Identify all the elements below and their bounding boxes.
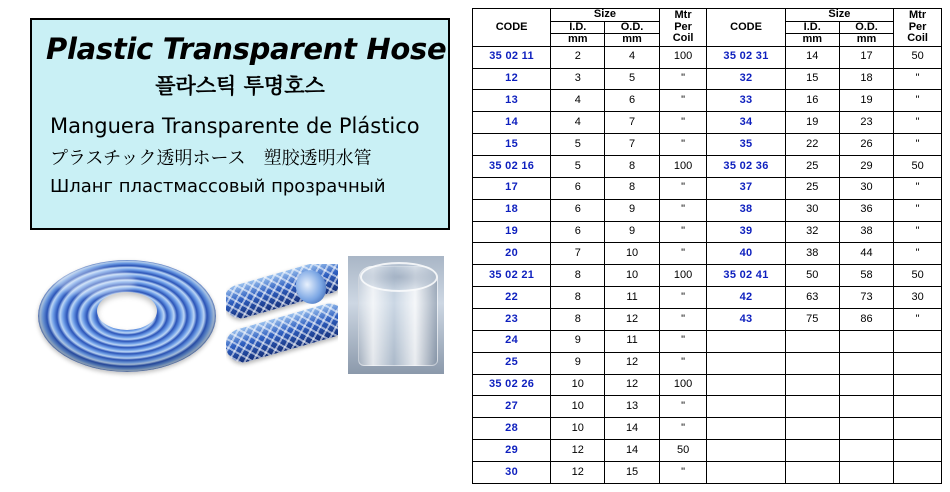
mtr-left: " (659, 112, 707, 134)
header-id-mm-right: mm (785, 34, 839, 47)
code-left: 29 (473, 440, 551, 462)
code-left: 27 (473, 396, 551, 418)
title-box (30, 18, 450, 230)
id-right: 22 (785, 134, 839, 156)
od-left: 12 (605, 308, 659, 330)
code-right: 32 (707, 68, 785, 90)
od-left: 14 (605, 440, 659, 462)
mtr-right: " (894, 134, 942, 156)
code-left: 23 (473, 308, 551, 330)
mtr-left: " (659, 308, 707, 330)
table-row (473, 68, 942, 90)
product-title-japanese-chinese: プラスチック透明ホース 塑胶透明水管 (50, 148, 372, 169)
code-left: 19 (473, 221, 551, 243)
mtr-left: 100 (659, 155, 707, 177)
od-right: 73 (839, 287, 893, 309)
product-title-russian: Шланг пластмассовый прозрачный (50, 176, 386, 197)
id-right: 25 (785, 177, 839, 199)
header-id-right: I.D. (785, 21, 839, 34)
table-row (473, 112, 942, 134)
id-left: 8 (551, 308, 605, 330)
header-od-mm-right: mm (839, 34, 893, 47)
od-left: 11 (605, 330, 659, 352)
code-left: 25 (473, 352, 551, 374)
code-left: 18 (473, 199, 551, 221)
braided-hose-image (226, 264, 338, 368)
code-left: 30 (473, 461, 551, 483)
header-od-right: O.D. (839, 21, 893, 34)
od-left: 9 (605, 221, 659, 243)
mtr-right (894, 418, 942, 440)
table-row (473, 374, 942, 396)
od-right (839, 374, 893, 396)
product-title-spanish: Manguera Transparente de Plástico (50, 114, 420, 138)
od-left: 7 (605, 112, 659, 134)
id-right (785, 440, 839, 462)
id-left: 6 (551, 199, 605, 221)
id-left: 12 (551, 440, 605, 462)
mtr-right (894, 330, 942, 352)
header-code-left: CODE (473, 9, 551, 47)
id-left: 8 (551, 287, 605, 309)
specification-table (472, 8, 942, 484)
mtr-right: 50 (894, 46, 942, 68)
mtr-left: " (659, 199, 707, 221)
header-per-right: Per (908, 20, 927, 33)
mtr-right: " (894, 68, 942, 90)
id-left: 2 (551, 46, 605, 68)
od-left: 8 (605, 155, 659, 177)
od-right (839, 461, 893, 483)
table-row (473, 177, 942, 199)
mtr-left: 100 (659, 265, 707, 287)
od-right: 44 (839, 243, 893, 265)
code-right: 42 (707, 287, 785, 309)
od-right: 38 (839, 221, 893, 243)
od-left: 7 (605, 134, 659, 156)
clear-hose-opening (360, 262, 438, 292)
code-right (707, 330, 785, 352)
od-left: 11 (605, 287, 659, 309)
table-row (473, 440, 942, 462)
od-left: 14 (605, 418, 659, 440)
table-header-row-1 (473, 9, 942, 22)
product-title-korean: 플라스틱 투명호스 (155, 74, 325, 98)
table-row (473, 155, 942, 177)
mtr-right: 50 (894, 155, 942, 177)
od-left: 10 (605, 243, 659, 265)
od-left: 15 (605, 461, 659, 483)
code-left: 35 02 16 (473, 155, 551, 177)
id-right: 38 (785, 243, 839, 265)
header-coil-left: Coil (672, 32, 694, 45)
id-left: 4 (551, 112, 605, 134)
mtr-left: " (659, 287, 707, 309)
mtr-left: " (659, 418, 707, 440)
id-right: 75 (785, 308, 839, 330)
table-row (473, 418, 942, 440)
id-left: 10 (551, 396, 605, 418)
mtr-right: " (894, 243, 942, 265)
coil-center-hole (97, 292, 157, 330)
table-row (473, 265, 942, 287)
code-left: 20 (473, 243, 551, 265)
mtr-right (894, 374, 942, 396)
id-right: 14 (785, 46, 839, 68)
code-right: 35 02 41 (707, 265, 785, 287)
code-right (707, 374, 785, 396)
code-right: 38 (707, 199, 785, 221)
code-right (707, 440, 785, 462)
code-right (707, 352, 785, 374)
id-right: 19 (785, 112, 839, 134)
mtr-right: " (894, 199, 942, 221)
od-right: 17 (839, 46, 893, 68)
id-right (785, 396, 839, 418)
od-right: 18 (839, 68, 893, 90)
table-row (473, 330, 942, 352)
code-left: 35 02 11 (473, 46, 551, 68)
id-right (785, 461, 839, 483)
code-left: 15 (473, 134, 551, 156)
od-right: 30 (839, 177, 893, 199)
id-left: 10 (551, 374, 605, 396)
product-panel (0, 0, 470, 492)
id-left: 5 (551, 155, 605, 177)
od-right: 19 (839, 90, 893, 112)
code-right: 33 (707, 90, 785, 112)
code-left: 35 02 26 (473, 374, 551, 396)
od-left: 5 (605, 68, 659, 90)
od-right: 58 (839, 265, 893, 287)
id-left: 6 (551, 177, 605, 199)
code-right: 35 02 31 (707, 46, 785, 68)
header-size-right: Size (785, 9, 894, 22)
mtr-left: 100 (659, 46, 707, 68)
table-row (473, 352, 942, 374)
code-right: 35 (707, 134, 785, 156)
code-left: 28 (473, 418, 551, 440)
header-mtr-per-coil-left (659, 9, 707, 47)
od-right (839, 396, 893, 418)
od-right (839, 352, 893, 374)
mtr-left: " (659, 352, 707, 374)
id-right: 25 (785, 155, 839, 177)
id-left: 9 (551, 330, 605, 352)
table-row (473, 461, 942, 483)
mtr-right: " (894, 308, 942, 330)
od-left: 9 (605, 199, 659, 221)
code-left: 13 (473, 90, 551, 112)
code-right: 37 (707, 177, 785, 199)
id-left: 4 (551, 90, 605, 112)
header-size-left: Size (551, 9, 660, 22)
od-right: 86 (839, 308, 893, 330)
table-row (473, 199, 942, 221)
od-right (839, 440, 893, 462)
header-coil-right: Coil (907, 32, 928, 45)
table-row (473, 90, 942, 112)
od-right: 36 (839, 199, 893, 221)
od-right: 29 (839, 155, 893, 177)
od-right (839, 418, 893, 440)
table-row (473, 396, 942, 418)
mtr-right: 30 (894, 287, 942, 309)
id-right: 30 (785, 199, 839, 221)
code-left: 12 (473, 68, 551, 90)
mtr-right: " (894, 177, 942, 199)
header-code-right: CODE (707, 9, 785, 47)
id-right: 15 (785, 68, 839, 90)
mtr-left: " (659, 177, 707, 199)
code-right (707, 461, 785, 483)
code-right (707, 418, 785, 440)
header-mtr-right: Mtr (909, 9, 927, 21)
id-left: 3 (551, 68, 605, 90)
od-left: 4 (605, 46, 659, 68)
id-right: 50 (785, 265, 839, 287)
od-left: 10 (605, 265, 659, 287)
header-od-mm-left: mm (605, 34, 659, 47)
mtr-right (894, 352, 942, 374)
mtr-right (894, 440, 942, 462)
id-left: 12 (551, 461, 605, 483)
code-left: 22 (473, 287, 551, 309)
mtr-left: " (659, 330, 707, 352)
od-right: 26 (839, 134, 893, 156)
id-right (785, 418, 839, 440)
table-row (473, 221, 942, 243)
header-id-mm-left: mm (551, 34, 605, 47)
table-row (473, 46, 942, 68)
id-right: 32 (785, 221, 839, 243)
code-left: 17 (473, 177, 551, 199)
mtr-right: 50 (894, 265, 942, 287)
id-left: 7 (551, 243, 605, 265)
header-od-left: O.D. (605, 21, 659, 34)
code-right: 40 (707, 243, 785, 265)
mtr-left: " (659, 396, 707, 418)
mtr-right: " (894, 221, 942, 243)
od-left: 12 (605, 374, 659, 396)
id-left: 8 (551, 265, 605, 287)
header-id-left: I.D. (551, 21, 605, 34)
mtr-right (894, 461, 942, 483)
blue-hose-coil-image (38, 252, 218, 377)
id-left: 10 (551, 418, 605, 440)
mtr-right: " (894, 90, 942, 112)
mtr-left: 50 (659, 440, 707, 462)
coil-highlight (56, 268, 136, 296)
code-right: 39 (707, 221, 785, 243)
table-body (473, 46, 942, 483)
id-left: 9 (551, 352, 605, 374)
od-left: 8 (605, 177, 659, 199)
id-right (785, 374, 839, 396)
mtr-right: " (894, 112, 942, 134)
mtr-left: " (659, 221, 707, 243)
id-left: 6 (551, 221, 605, 243)
mtr-left: " (659, 90, 707, 112)
mtr-left: 100 (659, 374, 707, 396)
id-right (785, 352, 839, 374)
mtr-left: " (659, 68, 707, 90)
id-left: 5 (551, 134, 605, 156)
header-mtr-per-coil-right (894, 9, 942, 47)
od-left: 6 (605, 90, 659, 112)
product-images (30, 250, 450, 380)
mtr-left: " (659, 461, 707, 483)
code-left: 35 02 21 (473, 265, 551, 287)
mtr-right (894, 396, 942, 418)
od-left: 13 (605, 396, 659, 418)
code-right: 35 02 36 (707, 155, 785, 177)
id-right (785, 330, 839, 352)
mtr-left: " (659, 134, 707, 156)
table-row (473, 134, 942, 156)
code-left: 14 (473, 112, 551, 134)
code-right: 34 (707, 112, 785, 134)
table-row (473, 287, 942, 309)
table-row (473, 308, 942, 330)
table-row (473, 243, 942, 265)
od-right (839, 330, 893, 352)
code-left: 24 (473, 330, 551, 352)
id-right: 63 (785, 287, 839, 309)
clear-hose-image (348, 256, 444, 374)
code-right (707, 396, 785, 418)
code-right: 43 (707, 308, 785, 330)
product-title-english: Plastic Transparent Hose (46, 32, 447, 66)
od-right: 23 (839, 112, 893, 134)
header-per-left: Per (674, 20, 692, 33)
id-right: 16 (785, 90, 839, 112)
mtr-left: " (659, 243, 707, 265)
header-mtr-left: Mtr (674, 9, 692, 21)
od-left: 12 (605, 352, 659, 374)
